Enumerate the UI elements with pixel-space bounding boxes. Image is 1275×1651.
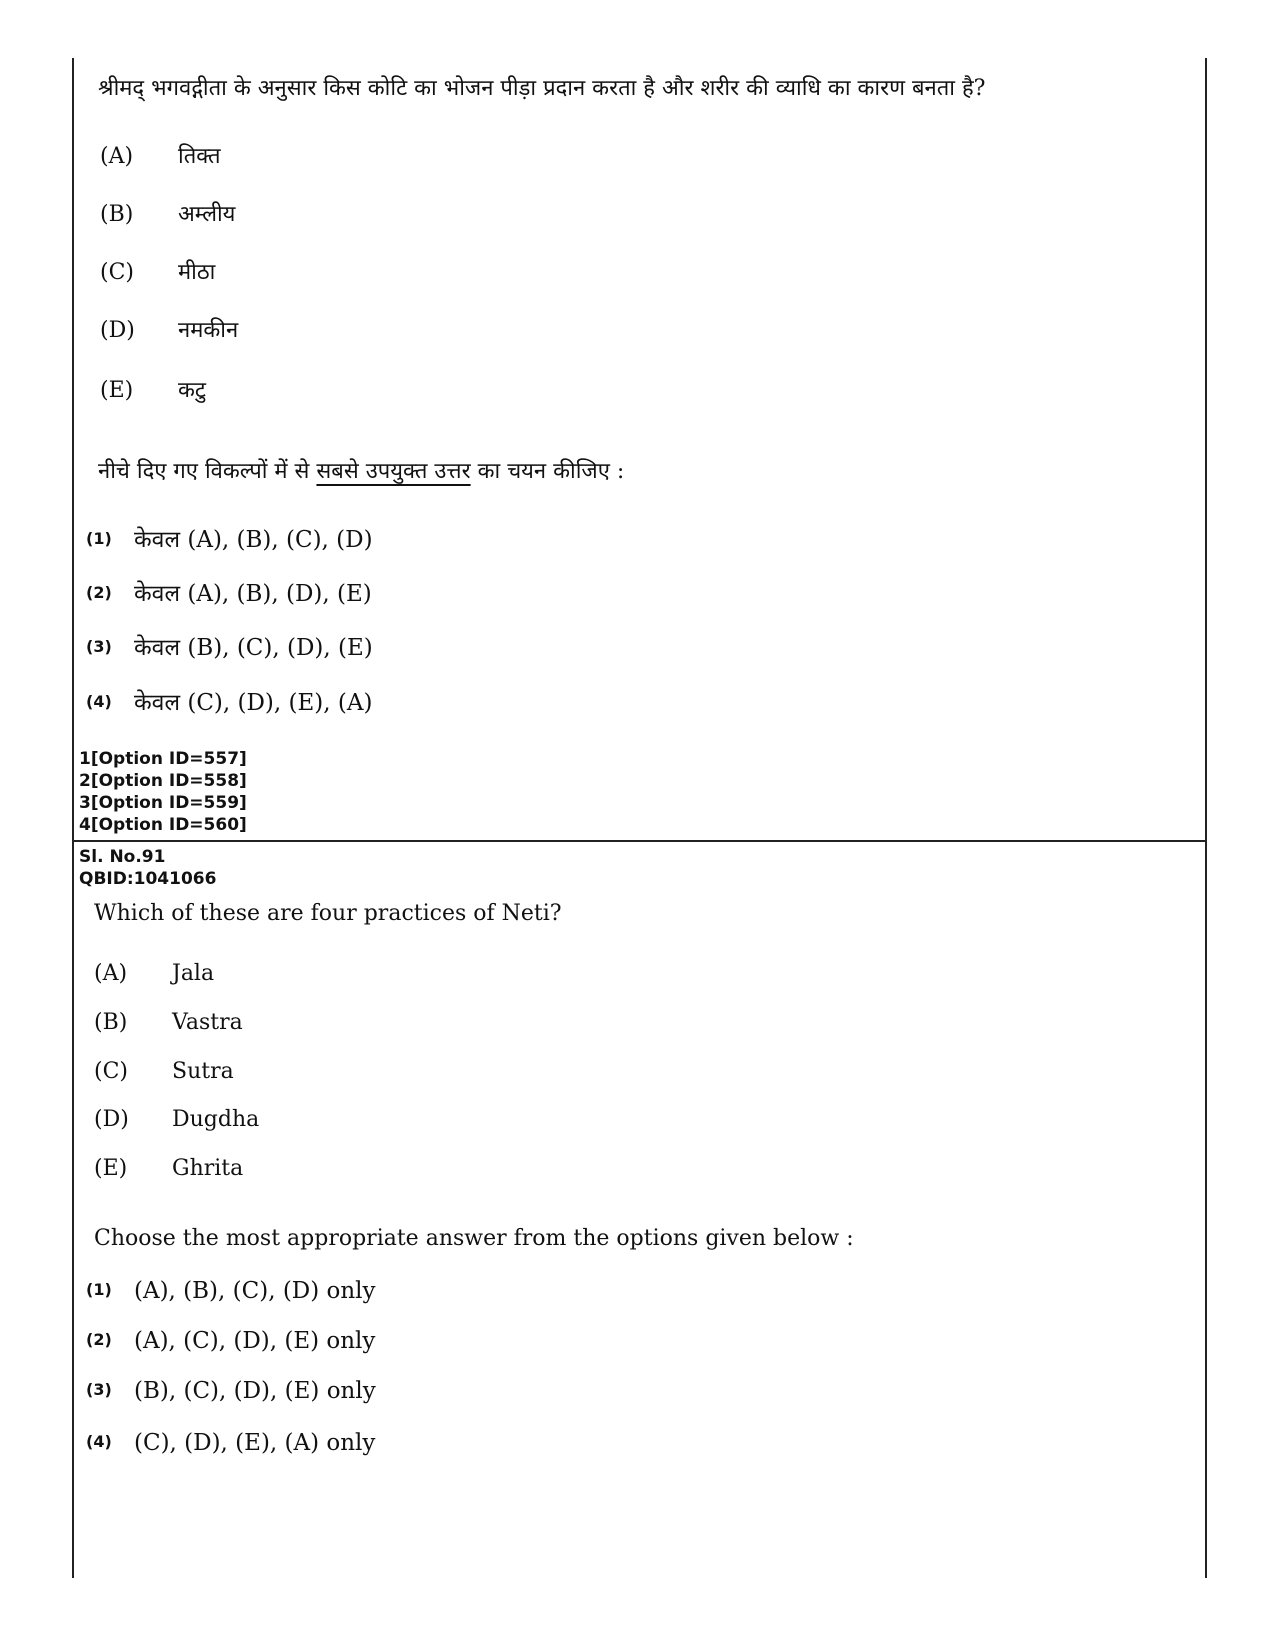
- answer-text: केवल (A), (B), (C), (D): [134, 527, 373, 553]
- statement-e: [94, 1156, 243, 1181]
- answer-number: (4): [86, 692, 112, 711]
- statement-text: Jala: [172, 961, 215, 986]
- statement-a: [94, 961, 214, 986]
- statement-text: Vastra: [172, 1010, 243, 1035]
- page-border-left: [72, 58, 74, 1578]
- statement-letter: (A): [94, 961, 128, 986]
- answer-option-3: [86, 630, 373, 662]
- answer-number: (4): [86, 1432, 112, 1451]
- question-meta: [79, 846, 216, 890]
- question-text: Which of these are four practices of Neti?: [94, 901, 562, 926]
- statement-b: [94, 1010, 243, 1035]
- instruction: Choose the most appropriate answer from the options given below :: [94, 1226, 854, 1251]
- question-divider: [72, 840, 1207, 842]
- statement-letter: (C): [100, 260, 134, 285]
- answer-option-1: [86, 522, 373, 554]
- answer-number: (3): [86, 637, 112, 656]
- qbid: QBID:1041066: [79, 869, 217, 889]
- page-border-right: [1205, 58, 1207, 1578]
- instruction-emphasis: सबसे उपयुक्त उत्तर: [316, 459, 471, 484]
- answer-option-4: [86, 1430, 375, 1456]
- answer-text: केवल (A), (B), (D), (E): [134, 581, 372, 607]
- statement-text: Dugdha: [172, 1107, 260, 1132]
- answer-number: (1): [86, 1280, 112, 1299]
- statement-a: [100, 140, 221, 170]
- statement-letter: (E): [100, 378, 134, 403]
- statement-text: तिक्त: [178, 144, 221, 169]
- serial-number: Sl. No.91: [79, 847, 166, 867]
- answer-number: (2): [86, 583, 112, 602]
- statement-letter: (B): [100, 202, 134, 227]
- answer-number: (1): [86, 529, 112, 548]
- option-id: 3[Option ID=559]: [79, 793, 247, 813]
- answer-option-4: [86, 685, 372, 717]
- answer-text: (B), (C), (D), (E) only: [134, 1378, 376, 1404]
- statement-letter: (D): [100, 318, 135, 343]
- answer-number: (2): [86, 1330, 112, 1349]
- answer-text: केवल (C), (D), (E), (A): [134, 690, 373, 716]
- answer-option-2: [86, 1328, 375, 1354]
- statement-b: [100, 198, 235, 228]
- statement-c: [100, 256, 215, 286]
- answer-text: केवल (B), (C), (D), (E): [134, 635, 373, 661]
- statement-d: [94, 1107, 259, 1132]
- instruction-hindi: [98, 455, 624, 485]
- answer-text: (A), (B), (C), (D) only: [134, 1278, 376, 1304]
- statement-c: [94, 1059, 234, 1084]
- statement-letter: (C): [94, 1059, 128, 1084]
- statement-text: कटु: [178, 378, 206, 403]
- statement-text: Ghrita: [172, 1156, 244, 1181]
- statement-letter: (D): [94, 1107, 129, 1132]
- answer-number: (3): [86, 1380, 112, 1399]
- answer-option-1: [86, 1278, 376, 1304]
- instruction-post: का चयन कीजिए :: [470, 459, 625, 484]
- statement-text: अम्लीय: [178, 202, 236, 227]
- statement-e: [100, 374, 206, 404]
- statement-letter: (E): [94, 1156, 128, 1181]
- statement-text: Sutra: [172, 1059, 234, 1084]
- instruction-pre: नीचे दिए गए विकल्पों में से: [98, 459, 317, 484]
- question-text-hindi: श्रीमद् भगवद्गीता के अनुसार किस कोटि का भोजन पीड़ा प्रदान करता है और शरीर की व्याधि का कारण बनता है?: [98, 76, 986, 101]
- option-id: 2[Option ID=558]: [79, 771, 247, 791]
- option-id-list: [79, 748, 247, 836]
- answer-option-2: [86, 576, 372, 608]
- statement-letter: (A): [100, 144, 134, 169]
- answer-text: (C), (D), (E), (A) only: [134, 1430, 376, 1456]
- statement-text: नमकीन: [178, 318, 239, 343]
- statement-d: [100, 314, 238, 344]
- statement-letter: (B): [94, 1010, 128, 1035]
- answer-option-3: [86, 1378, 376, 1404]
- statement-text: मीठा: [178, 260, 216, 285]
- option-id: 1[Option ID=557]: [79, 749, 247, 769]
- answer-text: (A), (C), (D), (E) only: [134, 1328, 376, 1354]
- option-id: 4[Option ID=560]: [79, 815, 247, 835]
